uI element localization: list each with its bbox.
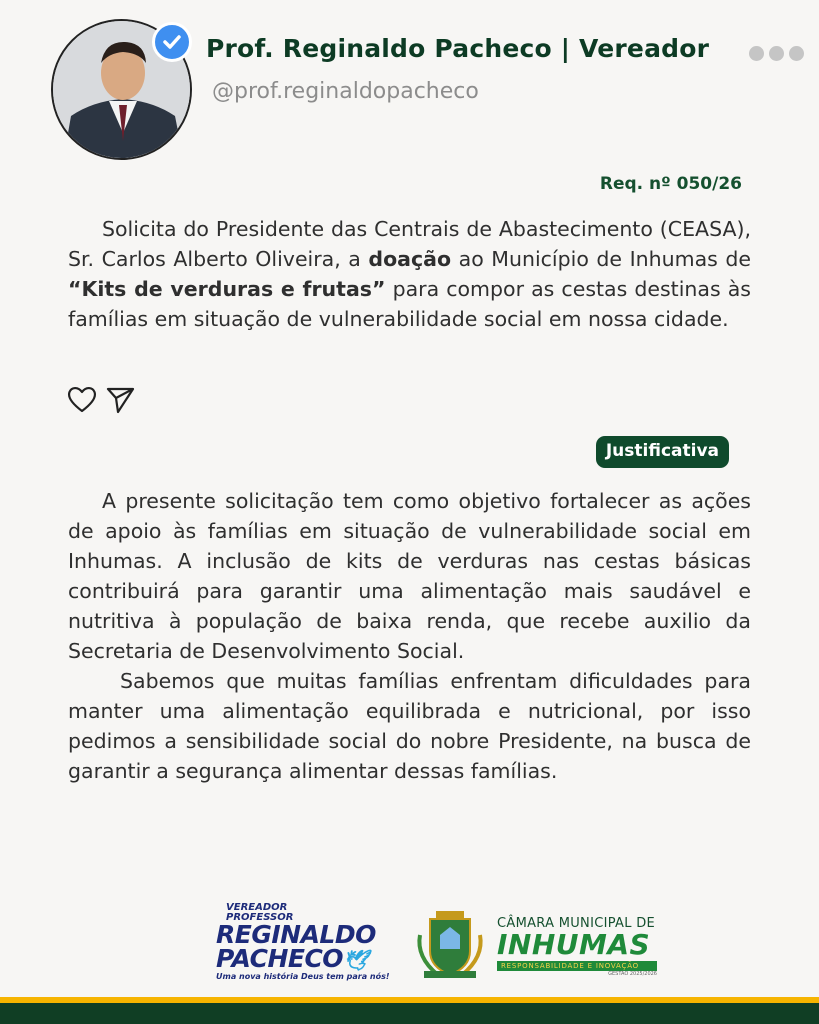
more-dots-icon[interactable] bbox=[749, 46, 804, 61]
camara-gestao: GESTÃO 2025/2026 bbox=[608, 971, 657, 977]
justification-paragraph-2 bbox=[68, 666, 751, 786]
justification-paragraph-1 bbox=[68, 486, 751, 666]
profile-handle[interactable]: @prof.reginaldopacheco bbox=[212, 79, 479, 104]
paragraph-text-1: Solicita do Presidente das Centrais de Abastecimento (CEASA), Sr. Carlos Alberto Oliveira, a bbox=[68, 217, 751, 271]
logo-reginaldo: REGINALDO bbox=[216, 920, 376, 949]
bold-text-donation: doação bbox=[368, 247, 452, 271]
profile-name[interactable]: Prof. Reginaldo Pacheco | Vereador bbox=[206, 34, 710, 63]
inhumas-crest-icon bbox=[410, 905, 490, 985]
camara-label: CÂMARA MUNICIPAL DE bbox=[497, 916, 656, 931]
justification-text bbox=[68, 486, 751, 786]
footer-bar bbox=[0, 1003, 819, 1024]
justification-text-2: Sabemos que muitas famílias enfrentam dificuldades para manter uma alimentação equilibrada e nutricional, por isso pedimos a sensibilidade social do nobre Presidente, na busca de garantir a segurança alimentar dessas famílias. bbox=[68, 669, 751, 783]
logo-pacheco: PACHECO🕊 bbox=[216, 944, 368, 973]
post-actions bbox=[66, 384, 136, 414]
reginaldo-pacheco-logo bbox=[216, 903, 394, 991]
heart-icon[interactable] bbox=[66, 384, 98, 414]
bold-text-kits: “Kits de verduras e frutas” bbox=[68, 277, 386, 301]
justification-text-1: A presente solicitação tem como objetivo fortalecer as ações de apoio às famílias em situação de vulnerabilidade social em Inhumas. A inclusão de kits de verduras nas cestas básicas contribuirá para garantir uma alimentação mais saudável e nutritiva à população de baixa renda, que recebe auxilio da Secretaria de Desenvolvimento Social. bbox=[68, 489, 751, 663]
justificativa-badge: Justificativa bbox=[596, 436, 729, 468]
logo-tagline: Uma nova história Deus tem para nós! bbox=[216, 972, 390, 981]
request-paragraph bbox=[68, 214, 751, 334]
dove-icon: 🕊 bbox=[343, 948, 368, 972]
verified-check-icon bbox=[152, 22, 192, 62]
logo-vereador: VEREADOR bbox=[226, 902, 288, 913]
paragraph-text-3: para compor as cestas destinas às famílias em situação de vulnerabilidade social em nossa cidade. bbox=[68, 277, 751, 331]
paragraph-text-2: ao Município de Inhumas de bbox=[451, 247, 751, 271]
request-number: Req. nº 050/26 bbox=[599, 174, 742, 194]
camara-inhumas-logo bbox=[497, 916, 657, 977]
logo-professor: PROFESSOR bbox=[226, 912, 294, 923]
camara-slogan: RESPONSABILIDADE E INOVAÇÃO bbox=[497, 961, 657, 971]
send-icon[interactable] bbox=[104, 384, 136, 414]
inhumas-label: INHUMAS bbox=[497, 928, 651, 961]
